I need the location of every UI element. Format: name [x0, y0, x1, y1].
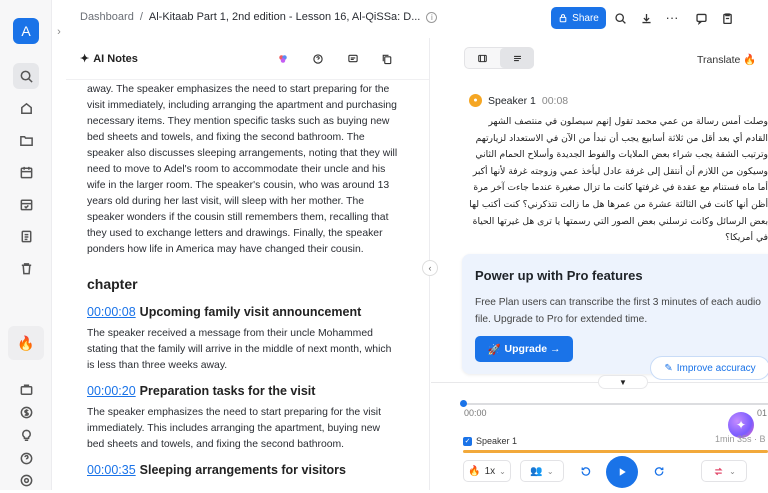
- chat-icon[interactable]: [346, 52, 360, 66]
- transcript-panel: [431, 38, 768, 490]
- translate-button[interactable]: [697, 53, 756, 66]
- ai-assistant-icon[interactable]: ✦: [728, 412, 754, 438]
- section-title: Upcoming family visit announcement: [139, 305, 362, 319]
- ai-model-icon[interactable]: [276, 52, 290, 66]
- progress-knob[interactable]: [460, 400, 467, 407]
- breadcrumb-current: Al-Kitaab Part 1, 2nd edition - Lesson 16, Al-QiSSa: D...: [148, 11, 421, 23]
- video-view-icon[interactable]: [465, 48, 500, 68]
- collapse-panel-chevron-icon[interactable]: ‹: [422, 260, 438, 276]
- rocket-icon: 🚀: [487, 343, 501, 356]
- upgrade-button[interactable]: [475, 336, 573, 362]
- section-title: Sleeping arrangements for visitors: [139, 463, 346, 477]
- timestamp-link[interactable]: 00:00:20: [87, 384, 136, 398]
- settings-icon[interactable]: [13, 467, 39, 493]
- search-icon[interactable]: [13, 63, 39, 89]
- section-title: Preparation tasks for the visit: [139, 384, 316, 398]
- chevron-down-icon[interactable]: ▼: [598, 375, 648, 389]
- time-end: 01: [757, 408, 768, 418]
- upgrade-label: Upgrade →: [504, 343, 561, 355]
- calendar-check-icon[interactable]: [13, 191, 39, 217]
- time-start: 00:00: [464, 408, 487, 418]
- section-body: The speaker received a message from their uncle Mohammed stating that the family will arrive in the middle of next month, which is less than three weeks away.: [87, 328, 392, 371]
- improve-accuracy-label: Improve accuracy: [676, 362, 756, 374]
- timestamp-link[interactable]: 00:00:08: [87, 305, 136, 319]
- share-button[interactable]: [551, 7, 606, 29]
- home-icon[interactable]: [13, 95, 39, 121]
- loop-select[interactable]: [701, 460, 747, 482]
- speaker-checkbox[interactable]: ✓: [464, 438, 471, 445]
- ai-notes-title-label: AI Notes: [93, 52, 138, 65]
- speaker-timeline-bar[interactable]: [463, 450, 768, 453]
- speaker-timestamp[interactable]: 00:08: [541, 94, 569, 107]
- translate-label: Translate: [697, 54, 741, 66]
- ai-notes-content: [87, 82, 399, 484]
- progress-track[interactable]: [463, 403, 768, 405]
- comment-icon[interactable]: [692, 9, 710, 27]
- ai-notes-title: [80, 52, 138, 65]
- calendar-icon[interactable]: [13, 159, 39, 185]
- document-icon[interactable]: [13, 223, 39, 249]
- speaker-duration: 1min 35s · B: [715, 434, 766, 444]
- speaker-track-label: Speaker 1: [476, 436, 518, 446]
- share-label: Share: [572, 12, 599, 24]
- sparkle-brush-icon: ✎: [664, 362, 673, 374]
- transcript-text: وصلت أمس رسالة من عمي محمد تقول إنهم سيصلون في منتصف الشهر القادم أي بعد أقل من ثلاثة أسابيع يجب أن نبدأ من الآن في الاستعداد لزيارتهم وترتيب الشقة يجب شراء بعض الملايات والفوط الجديدة وأسلاح الحمام الثاني وسيكون من اللازم أن أنتقل إلى غرفة عادل ليأخذ عمي وزوجته غرفة لأنها أكبر أما ماه فستنام مع عقدة في غرفتها كانت ما تزال صغيرة عندما جاءت آخر مرة أظن أنها كانت في الثالثة عشرة من عمرها هل ما زالت تتذكرني؟ كنت أكتب لها بعض الرسائل وكانت ترسلني بعض الصور التي رسمتها يا ترى هل غيرتها الحياة في أمريكا؟: [469, 116, 768, 244]
- pro-fire-icon[interactable]: 🔥: [8, 326, 44, 360]
- lock-icon: [558, 13, 568, 23]
- speaker-name[interactable]: Speaker 1: [488, 94, 536, 107]
- trash-icon[interactable]: [13, 255, 39, 281]
- rewind-icon[interactable]: [575, 460, 595, 482]
- pro-card-title: Power up with Pro features: [475, 268, 643, 283]
- ai-notes-header: [66, 38, 430, 80]
- help-icon[interactable]: [311, 52, 325, 66]
- info-icon[interactable]: i: [426, 12, 437, 23]
- more-icon[interactable]: ···: [665, 10, 679, 25]
- sparkle-icon: ✦: [80, 53, 90, 65]
- clipboard-icon[interactable]: [718, 9, 736, 27]
- chapter-heading: chapter: [87, 276, 138, 292]
- speaker-filter-select[interactable]: [520, 460, 564, 482]
- notes-paragraph: away. The speaker emphasizes the need to start preparing for the visit immediately, including arranging the apartment and purchasing necessary items. They mention specific tasks such as buying new bed sheets and towels, and fixing the second bathroom. The speaker also discusses sleeping arrangements, noting that they will need to move to Adel's room to accommodate their uncle and his wife in the larger room. The speaker's cousin, who was around 13 years old during her last visit, will sleep with her mother. The speaker wonders if the cousin still remembers them, recalling that they used to exchange letters and drawings. Finally, the speaker ponders how life in America may have changed their cousin.: [87, 84, 398, 255]
- speaker-header: [469, 94, 568, 107]
- breadcrumb-separator: /: [139, 11, 143, 23]
- play-button[interactable]: [606, 456, 638, 488]
- forward-icon[interactable]: [649, 460, 669, 482]
- chevron-down-icon: ⌄: [546, 466, 554, 476]
- pro-card-body: Free Plan users can transcribe the first 3 minutes of each audio file. Upgrade to Pro for extended time.: [475, 297, 761, 325]
- sidebar-expand-chevron-icon[interactable]: ›: [57, 26, 61, 38]
- breadcrumb: [80, 11, 437, 23]
- view-toggle: [464, 47, 534, 69]
- speed-select[interactable]: [463, 460, 511, 482]
- speed-label: 1x: [484, 465, 496, 477]
- fire-icon: 🔥: [743, 54, 757, 66]
- section-heading: [87, 462, 399, 478]
- loop-icon: [712, 465, 725, 478]
- sidebar: [0, 0, 52, 490]
- timestamp-link[interactable]: 00:00:35: [87, 463, 136, 477]
- ai-notes-panel: [66, 38, 430, 490]
- folder-icon[interactable]: [13, 127, 39, 153]
- section-heading: [87, 304, 399, 320]
- fire-icon: 🔥: [468, 465, 481, 477]
- copy-icon[interactable]: [380, 52, 394, 66]
- section-body: The speaker emphasizes the need to start preparing for the visit immediately. This includes arranging the apartment, buying new bed sheets and towels, and fixing the second bathroom.: [87, 407, 381, 450]
- speaker-avatar-icon: ●: [469, 94, 482, 107]
- play-icon: [616, 466, 628, 478]
- avatar[interactable]: A: [13, 18, 39, 44]
- breadcrumb-dashboard[interactable]: Dashboard: [80, 11, 134, 23]
- people-icon: 👥: [530, 465, 543, 477]
- chevron-down-icon: ⌄: [499, 466, 506, 476]
- search-icon[interactable]: [611, 9, 629, 27]
- chevron-down-icon: ⌄: [729, 466, 736, 476]
- download-icon[interactable]: [637, 9, 655, 27]
- improve-accuracy-button[interactable]: [650, 356, 768, 380]
- section-heading: [87, 383, 399, 399]
- transcript-view-icon[interactable]: [500, 48, 534, 68]
